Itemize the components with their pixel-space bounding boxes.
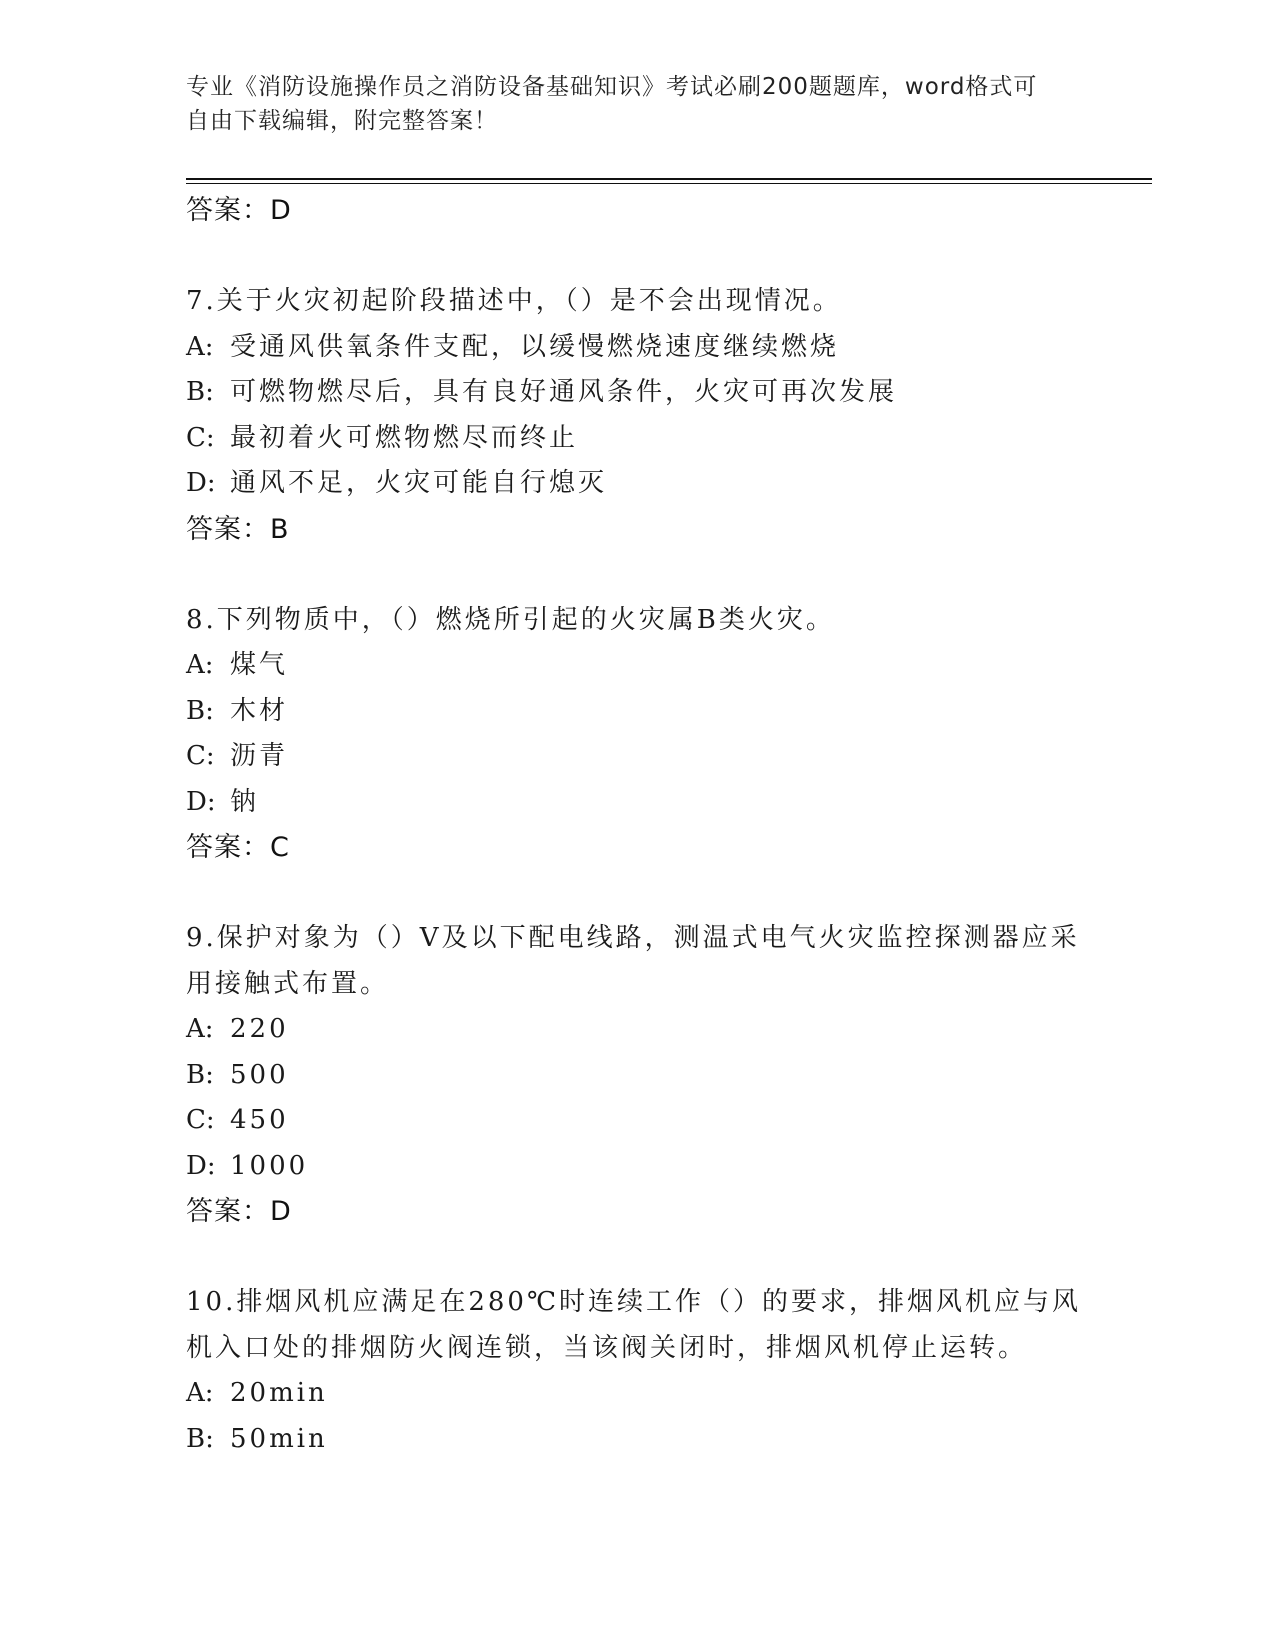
option-d (186, 780, 1086, 826)
answer-line: 答案：D (186, 1196, 292, 1227)
spacer (186, 1235, 1086, 1281)
option-label: C: (186, 1105, 215, 1135)
question-7 (186, 279, 1086, 552)
option-label: B: (186, 695, 214, 726)
option-label: C: (186, 741, 215, 771)
option-label: C: (186, 422, 215, 453)
option-label: D: (186, 786, 216, 817)
option-text: 钠 (230, 786, 260, 817)
question-stem: 9.保护对象为（）V及以下配电线路，测温式电气火灾监控探测器应采 (186, 923, 1080, 953)
question-9 (186, 916, 1086, 1235)
option-text: 受通风供氧条件支配，以缓慢燃烧速度继续燃烧 (230, 331, 840, 362)
option-a (186, 1007, 1086, 1053)
header-line-1: 专业《消防设施操作员之消防设备基础知识》考试必刷200题题库，word格式可 (186, 74, 1038, 100)
option-b (186, 1417, 1086, 1463)
option-d (186, 461, 1086, 507)
question-stem: 10.排烟风机应满足在280℃时连续工作（）的要求，排烟风机应与风 (186, 1287, 1082, 1317)
answer-line: 答案：C (186, 832, 290, 863)
option-text: 通风不足，火灾可能自行熄灭 (230, 468, 608, 498)
option-text: 木材 (230, 695, 289, 726)
header-divider-thin (186, 183, 1152, 184)
option-label: B: (186, 1423, 214, 1454)
option-label: D: (186, 1150, 216, 1181)
option-label: A: (186, 331, 214, 362)
option-text: 可燃物燃尽后，具有良好通风条件，火灾可再次发展 (230, 377, 898, 407)
question-stem: 7.关于火灾初起阶段描述中，（）是不会出现情况。 (186, 286, 842, 316)
option-d (186, 1144, 1086, 1190)
spacer (186, 234, 1086, 280)
option-text: 50min (230, 1423, 328, 1454)
option-label: B: (186, 377, 214, 407)
option-text: 20min (230, 1378, 328, 1408)
question-stem-continued: 机入口处的排烟防火阀连锁，当该阀关闭时，排烟风机停止运转。 (186, 1332, 1028, 1363)
option-text: 煤气 (230, 650, 289, 680)
option-a (186, 643, 1086, 689)
option-c (186, 734, 1086, 780)
spacer (186, 552, 1086, 598)
option-b (186, 689, 1086, 735)
option-b (186, 1053, 1086, 1099)
option-text: 沥青 (230, 741, 289, 771)
option-text: 220 (230, 1014, 289, 1044)
option-a (186, 325, 1086, 371)
option-b (186, 370, 1086, 416)
option-text: 500 (230, 1059, 289, 1090)
answer-line: 答案：B (186, 513, 290, 545)
question-stem-continued: 用接触式布置。 (186, 968, 390, 999)
question-content (186, 188, 1086, 1462)
header-line-2: 自由下载编辑，附完整答案！ (186, 108, 498, 134)
option-c (186, 1098, 1086, 1144)
option-text: 1000 (230, 1150, 309, 1181)
option-label: A: (186, 650, 214, 680)
option-text: 最初着火可燃物燃尽而终止 (230, 422, 579, 453)
spacer (186, 871, 1086, 917)
question-stem: 8.下列物质中，（）燃烧所引起的火灾属B类火灾。 (186, 604, 835, 635)
option-label: A: (186, 1014, 214, 1044)
option-c (186, 416, 1086, 462)
question-8 (186, 598, 1086, 871)
header-divider-thick (186, 178, 1152, 180)
option-label: D: (186, 468, 216, 498)
question-10 (186, 1280, 1086, 1462)
option-text: 450 (230, 1105, 289, 1135)
option-a (186, 1371, 1086, 1417)
document-header (186, 70, 1066, 138)
option-label: B: (186, 1059, 214, 1090)
option-label: A: (186, 1378, 214, 1408)
answer-line: 答案：D (186, 195, 292, 226)
